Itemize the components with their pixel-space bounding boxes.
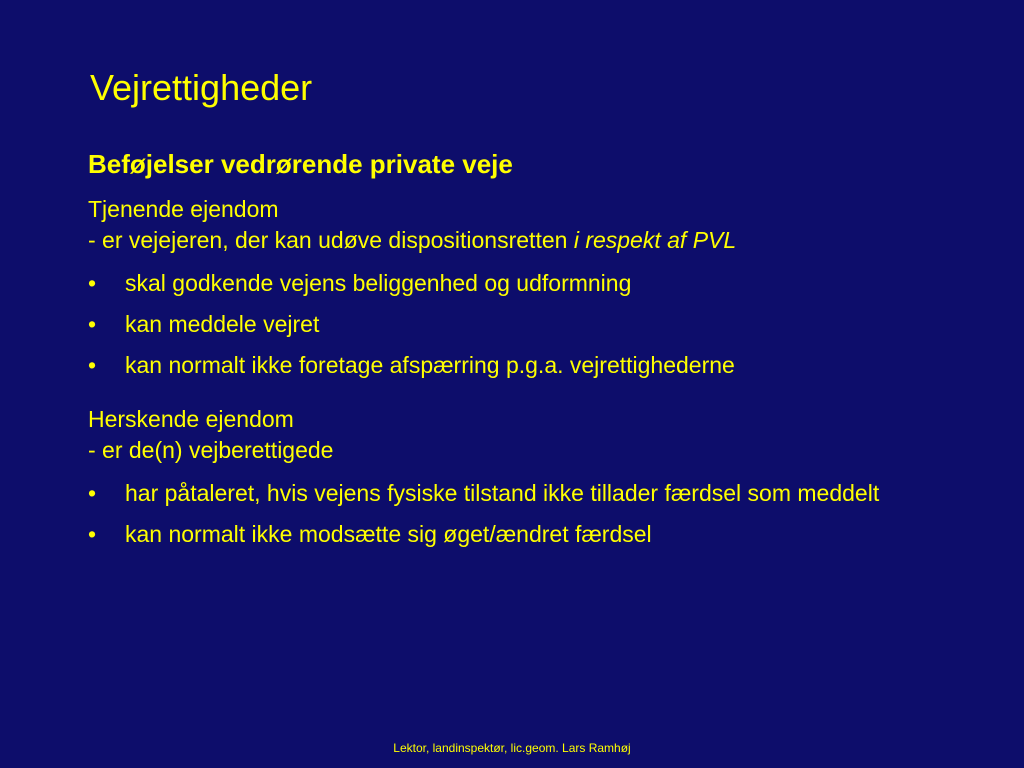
servient-description-text: - er vejejeren, der kan udøve dispositionsretten — [88, 227, 574, 253]
bullet-text: kan normalt ikke modsætte sig øget/ændret færdsel — [125, 521, 652, 547]
slide-body — [88, 146, 988, 560]
servient-description — [88, 225, 988, 256]
bullet-text: kan meddele vejret — [125, 311, 320, 337]
list-item — [88, 309, 988, 340]
bullet-icon: • — [88, 311, 97, 337]
dominant-paragraph — [88, 404, 988, 466]
list-item — [88, 350, 988, 381]
list-item — [88, 268, 988, 299]
list-item — [88, 478, 988, 509]
bullet-text: har påtaleret, hvis vejens fysiske tilstand ikke tillader færdsel som meddelt — [125, 480, 880, 506]
dominant-bullet-list — [88, 478, 988, 550]
slide-title: Vejrettigheder — [90, 67, 313, 108]
bullet-icon: • — [88, 352, 97, 378]
slide-heading: Beføjelser vedrørende private veje — [88, 149, 513, 179]
servient-bullet-list — [88, 268, 988, 381]
bullet-icon: • — [88, 480, 97, 506]
servient-title: Tjenende ejendom — [88, 196, 279, 222]
bullet-text: kan normalt ikke foretage afspærring p.g.a. vejrettighederne — [125, 352, 735, 378]
dominant-description: - er de(n) vejberettigede — [88, 437, 334, 463]
dominant-title: Herskende ejendom — [88, 406, 294, 432]
bullet-icon: • — [88, 270, 97, 296]
servient-paragraph — [88, 194, 988, 256]
bullet-icon: • — [88, 521, 97, 547]
list-item — [88, 519, 988, 550]
bullet-text: skal godkende vejens beliggenhed og udformning — [125, 270, 632, 296]
servient-description-italic: i respekt af PVL — [573, 227, 737, 253]
slide-footer: Lektor, landinspektør, lic.geom. Lars Ramhøj — [393, 741, 631, 755]
